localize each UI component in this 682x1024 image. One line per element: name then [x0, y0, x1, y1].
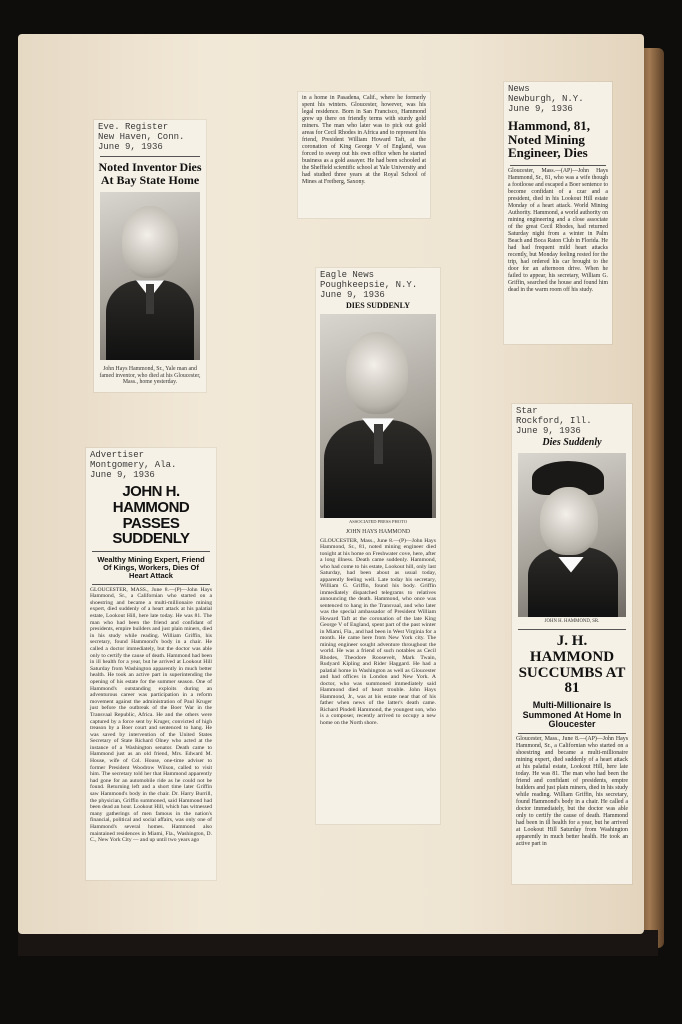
photo-caption: John Hays Hammond, Sr., Yale man and famed inventor, who died at his Gloucester, Mass., home yesterday.: [99, 366, 201, 386]
clipping-poughkeepsie-eagle-news: [316, 268, 440, 824]
portrait-photo: [100, 192, 200, 360]
clipping-montgomery-advertiser: [86, 448, 216, 880]
photo-caption: JOHN HAYS HAMMOND: [345, 528, 411, 535]
clipping-rockford-star: [512, 404, 632, 884]
clipping-new-haven-register: [94, 120, 206, 392]
clipping-continuation: [298, 92, 430, 218]
divider: [92, 551, 210, 552]
portrait-photo: [320, 314, 436, 518]
clipping-subhead: Wealthy Mining Expert, Friend Of Kings, Workers, Dies Of Heart Attack: [97, 555, 205, 580]
article-body: in a home in Pasadena, Calif., where he formerly spent his winters. Gloucester, however, was his legal residence. Born in San Francisco, Hammond grew up there on friendly terms with sturdy gold miners. The man who later was to pick out gold areas for Cecil Rhodes in Africa and to represent his friend, President William Howard Taft, at the coronation of King George V of England, was forced to sweep out his own office when he started business as a gold assayer. He had been schooled at the Sheffield scientific school at Yale University and had studied three years at the Royal School of Mines at Freiberg, Saxony.: [302, 95, 426, 185]
clipping-source-stamp: Eagle News Poughkeepsie, N.Y. June 9, 1936: [320, 270, 418, 300]
divider: [92, 584, 210, 585]
clipping-source-stamp: News Newburgh, N.Y. June 9, 1936: [508, 84, 584, 114]
clipping-source-stamp: Advertiser Montgomery, Ala. June 9, 1936: [90, 450, 177, 480]
clipping-headline: DIES SUDDENLY: [346, 301, 410, 310]
clipping-newburgh-news: [504, 82, 612, 344]
portrait-photo: [518, 453, 626, 617]
clipping-subhead: Multi-Millionaire Is Summoned At Home In Gloucester: [522, 700, 622, 729]
clipping-headline: JOHN H. HAMMOND PASSES SUDDENLY: [112, 483, 190, 548]
divider: [518, 629, 626, 630]
clipping-headline: J. H. HAMMOND SUCCUMBS AT 81: [518, 633, 626, 697]
divider: [518, 733, 626, 734]
clipping-source-stamp: Star Rockford, Ill. June 9, 1936: [516, 406, 592, 436]
clipping-headline: Noted Inventor Dies At Bay State Home: [98, 160, 202, 187]
clipping-headline: Hammond, 81, Noted Mining Engineer, Dies: [508, 118, 590, 161]
article-body: Gloucester, Mass.—(AP)—John Hays Hammond, Sr., 81, who was a wife though a footloose and escaped a Boer sentence to become confidant of a czar and a president, died in his Lookout Hill estate Monday of a heart attack. World Mining Authority. Hammond, a world authority on mining engineering and a close associate of the great Cecil Rhodes, had returned Saturday night from a winter in Palm Beach and Boca Raton Club in Florida. He had had frequent mild heart attacks recently, but Monday feeling rested for the trip, had ordered his car brought to the door for an afternoon drive. When he failed to appear, his secretary, William G. Griffin, searched the house and found him dead in the warm room off his study.: [508, 167, 608, 293]
clipping-source-stamp: Eve. Register New Haven, Conn. June 9, 1936: [98, 122, 185, 152]
divider: [100, 156, 200, 157]
clipping-headline-top: Dies Suddenly: [542, 437, 602, 448]
article-body: GLOUCESTER, MASS., June 8.—(P)—John Hays Hammond, Sr., a Californian who started on a shoestring and became a multi-millionaire mining expert, died suddenly of a heart attack at his palatial estate, Lookout Hill, here late today. He was 81. The man who had been the friend and confidant of presidents, empire builders and just plain miners, died in his study while reading. William Griffin, his secretary, found Hammond's body in a chair. He called a doctor immediately, but the doctor was able only to certify the cause of death. Hammond had been in ill health for a year, but he arrived at Lookout Hill Saturday from Washington apparently in much better health. He took an active part in superintending the opening of his estate for the summer season. One of Hammond's outstanding exploits during an adventurous career was participation in a reform movement against the administration of Paul Kruger just before the outbreak of the Boer War in the Transvaal Republic, Africa. He and the others were captured by a force sent by Kruger, convicted of high treason by a Boer court and sentenced to hang. He was saved by intervention of the United States Secretary of State Richard Olney who acted at the instance of a Washington senator. Death came to Hammond just as an old friend, Mrs. Edward M. House, wife of Col. House, one-time adviser to former President Woodrow Wilson, called to visit him. The secretary told her that Hammond apparently had gone for an automobile ride as he could not be found. Returning left and a short time later Griffin saw Hammond's body in the chair. Dr. Harry Burrill, the physician, Griffin summoned, said Hammond had been dead an hour. Lookout Hill, which has witnessed many gatherings of men famous in the nation's financial, political and social affairs, was only one of Hammond's several homes. Hammond also maintained residences in Miami, Fla., Washington, D. C., New York City — and up until two years ago: [90, 586, 212, 844]
article-body: GLOUCESTER, Mass., June 8.—(P)—John Hays Hammond, Sr., 81, noted mining engineer died tonight at his home on Freshwater cove, here, after a long illness. Death came suddenly. Hammond, who had come to his estate, Lookout hill, only last Saturday, had been about as usual today, apparently feeling well. Late today his secretary, William G. Griffin, found his body. Griffin immediately dispatched telegrams to relatives announcing the death. Hammond, who once was sentenced to hang in the Transvaal, and who later was the special ambassador of President William Howard Taft at the coronation of the late King George V of England, spent part of the past winter in Miami, Fla., and had been in West Virginia for a month. He came here from New York city. The mining engineer sought adventure throughout the world. He was a friend of such notables as Cecil Rhodes, Theodore Roosevelt, Mark Twain, Rudyard Kipling and Rider Haggard. He had a palatial home in Washington as well as Gloucester and had offices in London and New York. A doctor, who was summoned immediately said Hammond died of heart trouble. John Hays Hammond, Jr., was at his estate near that of his father when news of the latter's death came. Richard Pindell Hammond, the youngest son, who is a composer, recently arrived to occupy a new home on the North shore.: [320, 537, 436, 726]
photo-caption: JOHN H. HAMMOND, SR.: [544, 618, 600, 624]
article-body: Gloucester, Mass., June 8.—(AP)—John Hays Hammond, Sr., a Californian who started on a shoestring and became a multi-millionaire mining expert, died suddenly of a heart attack at his palatial estate, Lookout Hill, here late today. He was 81. The man who had been the friend and confidant of presidents, empire builders and just plain miners, died in his study while reading. William Griffin, his secretary, found Hammond's body in a chair. He called a doctor immediately, but the doctor was able only to certify the cause of death. Hammond had been in ill health for a year, but he arrived at Lookout Hill Saturday from Washington apparently in much better health. He took an active part in: [516, 736, 628, 848]
divider: [510, 165, 606, 166]
photo-credit: ASSOCIATED PRESS PHOTO: [349, 519, 407, 525]
